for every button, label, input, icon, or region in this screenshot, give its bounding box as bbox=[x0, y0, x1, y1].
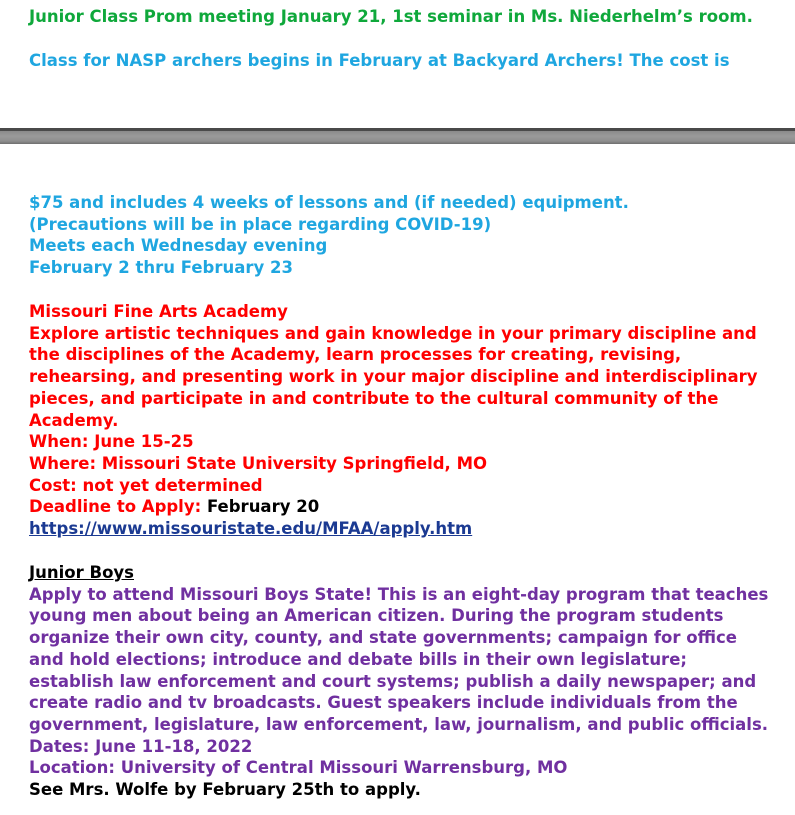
mfaa-description-line: Academy. bbox=[29, 410, 119, 430]
mfaa-section bbox=[29, 301, 774, 540]
boys-state-description-line: Apply to attend Missouri Boys State! This is an eight-day program that teaches bbox=[29, 584, 769, 604]
prom-notice: Junior Class Prom meeting January 21, 1st seminar in Ms. Niederhelm’s room. bbox=[29, 7, 753, 26]
archery-line: $75 and includes 4 weeks of lessons and (if needed) equipment. bbox=[29, 193, 629, 212]
mfaa-title: Missouri Fine Arts Academy bbox=[29, 302, 288, 321]
mfaa-deadline bbox=[29, 496, 774, 518]
boys-state-description-line: and hold elections; introduce and debate bills in their own legislature; bbox=[29, 649, 687, 669]
archery-line: (Precautions will be in place regarding COVID-19) bbox=[29, 214, 492, 234]
boys-state-location: Location: University of Central Missouri Warrensburg, MO bbox=[29, 758, 568, 778]
archery-intro: Class for NASP archers begins in February at Backyard Archers! The cost is bbox=[29, 51, 730, 70]
boys-state-description-line: government, legislature, law enforcement, law, journalism, and public officials. bbox=[29, 714, 769, 734]
mfaa-deadline-label: Deadline to Apply: bbox=[29, 497, 202, 517]
mfaa-deadline-value: February 20 bbox=[201, 497, 320, 517]
mfaa-when: When: June 15-25 bbox=[29, 432, 194, 452]
mfaa-description-line: Explore artistic techniques and gain knowledge in your primary discipline and bbox=[29, 323, 757, 343]
mfaa-description-line: pieces, and participate in and contribute to the cultural community of the bbox=[29, 388, 719, 408]
boys-state-description-line: organize their own city, county, and state governments; campaign for office bbox=[29, 628, 737, 648]
boys-state-heading: Junior Boys bbox=[29, 563, 134, 582]
boys-state-dates: Dates: June 11-18, 2022 bbox=[29, 736, 253, 756]
boys-state-section bbox=[29, 562, 774, 801]
archery-line: February 2 thru February 23 bbox=[29, 258, 293, 278]
boys-state-description-line: establish law enforcement and court systems; publish a daily newspaper; and bbox=[29, 671, 757, 691]
mfaa-apply-link[interactable]: https://www.missouristate.edu/MFAA/apply.htm bbox=[29, 519, 473, 539]
mfaa-cost: Cost: not yet determined bbox=[29, 475, 263, 495]
archery-details bbox=[29, 192, 774, 279]
mfaa-where: Where: Missouri State University Springfield, MO bbox=[29, 453, 488, 473]
mfaa-description-line: the disciplines of the Academy, learn processes for creating, revising, bbox=[29, 345, 682, 365]
archery-line: Meets each Wednesday evening bbox=[29, 236, 328, 256]
page-break-divider bbox=[0, 128, 795, 144]
mfaa-description-line: rehearsing, and presenting work in your major discipline and interdisciplinary bbox=[29, 367, 758, 387]
boys-state-description-line: young men about being an American citizen. During the program students bbox=[29, 606, 724, 626]
boys-state-apply-note: See Mrs. Wolfe by February 25th to apply. bbox=[29, 780, 421, 800]
boys-state-description-line: create radio and tv broadcasts. Guest speakers include individuals from the bbox=[29, 693, 738, 713]
